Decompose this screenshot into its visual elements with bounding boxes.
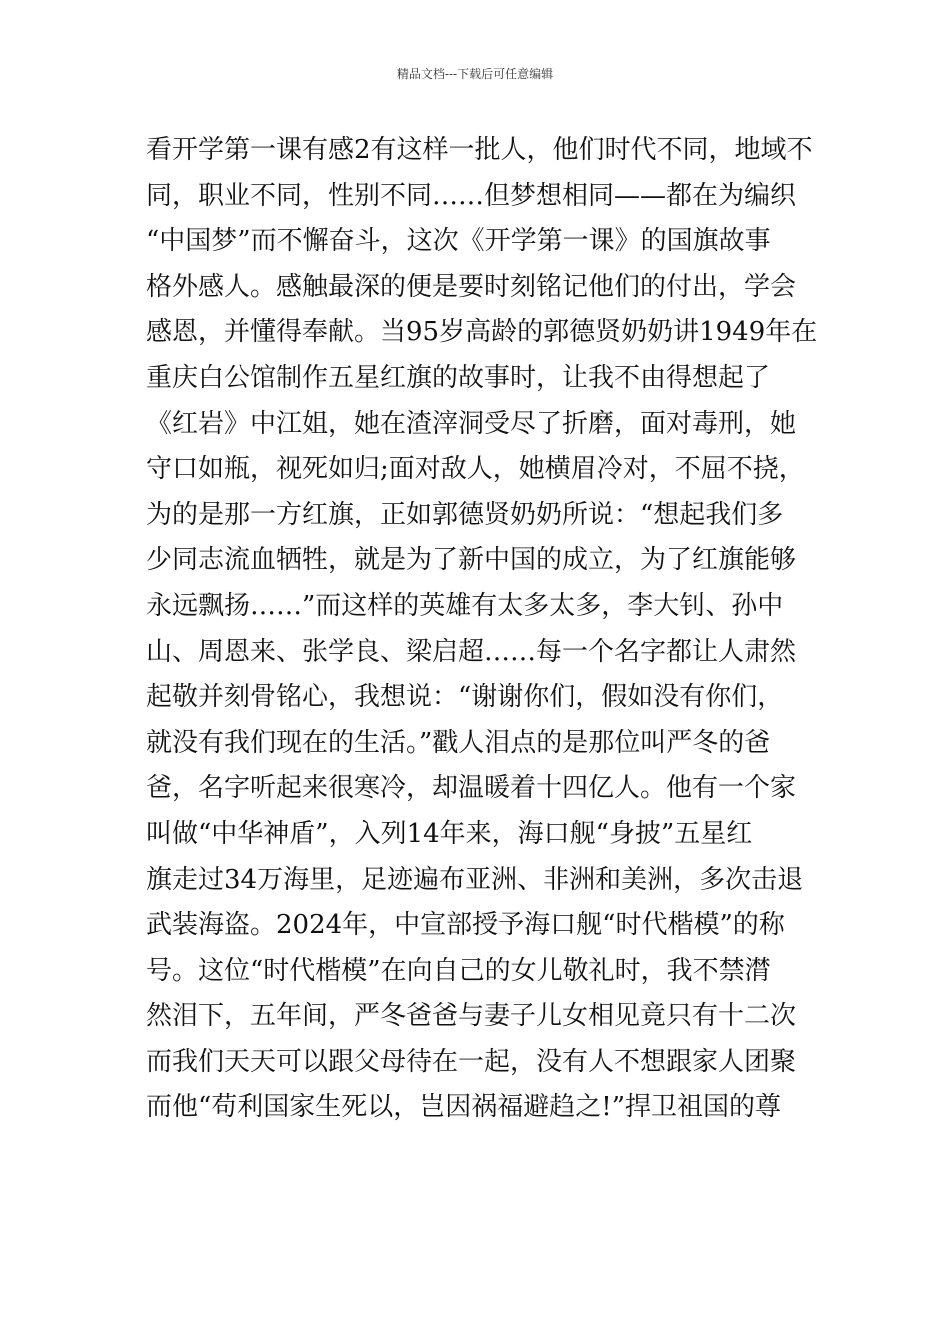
text-line: 看开学第一课有感2有这样一批人，他们时代不同，地域不 (146, 135, 813, 165)
text-line: 格外感人。感触最深的便是要时刻铭记他们的付出，学会 (146, 271, 797, 302)
text-line: 少同志流血牺牲，就是为了新中国的成立，为了红旗能够 (146, 545, 797, 576)
text-line: 《红岩》中江姐，她在渣滓洞受尽了折磨，面对毒刑，她 (146, 408, 797, 439)
text-line: 而他“苟利国家生死以，岂因祸福避趋之!”捍卫祖国的尊 (146, 1092, 782, 1123)
text-line: 感恩，并懂得奉献。当95岁高龄的郭德贤奶奶讲1949年在 (146, 317, 818, 348)
text-line: 武装海盗。2024年，中宣部授予海口舰“时代楷模”的称 (146, 910, 785, 941)
page-header: 精品文档---下载后可任意编辑 (396, 67, 554, 81)
text-line: 叫做“中华神盾”，入列14年来，海口舰“身披”五星红 (146, 818, 753, 849)
text-line: 爸，名字听起来很寒冷，却温暖着十四亿人。他有一个家 (146, 773, 797, 804)
text-line: 山、周恩来、张学良、梁启超……每一个名字都让人肃然 (146, 636, 797, 667)
text-line: 守口如瓶，视死如归;面对敌人，她横眉冷对，不屈不挠， (146, 454, 805, 485)
body-paragraph (146, 128, 818, 1131)
text-line: 号。这位“时代楷模”在向自己的女儿敬礼时，我不禁潸 (146, 955, 771, 986)
text-line: 起敬并刻骨铭心，我想说：“谢谢你们，假如没有你们， (146, 682, 784, 713)
text-line: 旗走过34万海里，足迹遍布亚洲、非洲和美洲，多次击退 (146, 864, 804, 895)
text-line: 重庆白公馆制作五星红旗的故事时，让我不由得想起了 (146, 362, 771, 393)
text-line: 为的是那一方红旗，正如郭德贤奶奶所说：“想起我们多 (146, 499, 784, 530)
text-line: 同，职业不同，性别不同……但梦想相同——都在为编织 (146, 180, 797, 211)
text-line: 而我们天天可以跟父母待在一起，没有人不想跟家人团聚 (146, 1046, 797, 1077)
text-line: 然泪下，五年间，严冬爸爸与妻子儿女相见竟只有十二次 (146, 1001, 797, 1032)
text-line: 就没有我们现在的生活。”戳人泪点的是那位叫严冬的爸 (146, 727, 771, 758)
text-line: “中国梦”而不懈奋斗，这次《开学第一课》的国旗故事 (146, 226, 771, 257)
text-line: 永远飘扬……”而这样的英雄有太多太多，李大钊、孙中 (146, 590, 784, 621)
